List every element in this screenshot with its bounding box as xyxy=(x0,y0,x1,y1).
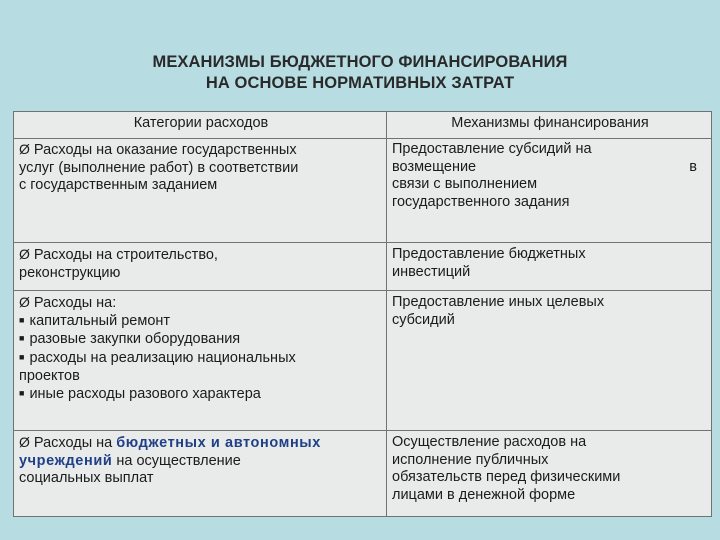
table-row xyxy=(14,291,712,431)
arrow-bullet-icon: Ø xyxy=(19,141,30,157)
highlight-text: учреждений xyxy=(19,452,113,469)
mechanism-cell: Предоставление субсидий на возмещение в связи с выполнением государственного задания xyxy=(387,139,712,243)
highlight-text: бюджетных и автономных xyxy=(116,435,321,451)
arrow-bullet-icon: Ø xyxy=(19,434,30,450)
mechanism-cell: Осуществление расходов на исполнение публичных обязательств перед физическими лицами в денежной форме xyxy=(387,431,712,517)
square-bullet-icon: ■ xyxy=(19,351,25,362)
page-title xyxy=(0,52,720,94)
header-categories: Категории расходов xyxy=(14,112,387,139)
arrow-bullet-icon: Ø xyxy=(19,294,30,310)
title-line-1: МЕХАНИЗМЫ БЮДЖЕТНОГО ФИНАНСИРОВАНИЯ xyxy=(152,53,568,71)
table-row xyxy=(14,139,712,243)
mechanism-cell: Предоставление бюджетных инвестиций xyxy=(387,243,712,291)
table-row xyxy=(14,431,712,517)
category-cell: Ø Расходы на оказание государственных услуг (выполнение работ) в соответствии с государственным заданием xyxy=(14,139,387,243)
header-mechanisms: Механизмы финансирования xyxy=(387,112,712,139)
financing-table xyxy=(13,111,712,517)
table-row xyxy=(14,243,712,291)
mechanism-cell: Предоставление иных целевых субсидий xyxy=(387,291,712,431)
arrow-bullet-icon: Ø xyxy=(19,246,30,262)
category-cell: Ø Расходы на строительство, реконструкцию xyxy=(14,243,387,291)
square-bullet-icon: ■ xyxy=(19,314,25,325)
category-cell: Ø Расходы на бюджетных и автономных учреждений на осуществление социальных выплат xyxy=(14,431,387,517)
square-bullet-icon: ■ xyxy=(19,333,25,343)
square-bullet-icon: ■ xyxy=(19,387,25,398)
title-line-2: НА ОСНОВЕ НОРМАТИВНЫХ ЗАТРАТ xyxy=(205,74,515,92)
table-header-row xyxy=(14,112,712,139)
category-cell: Ø Расходы на: ■ капитальный ремонт ■ разовые закупки оборудования ■ расходы на реализацию национальных проектов ■ иные расходы разового характера xyxy=(14,291,387,431)
